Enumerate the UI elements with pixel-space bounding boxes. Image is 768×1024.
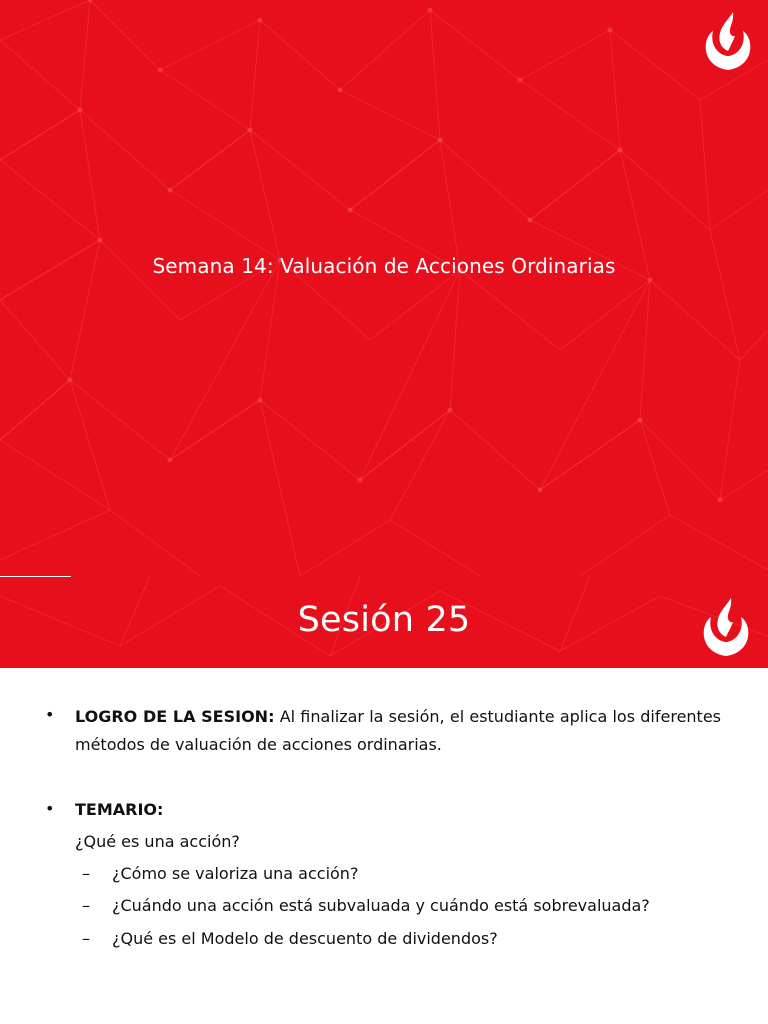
dash-icon: – (82, 864, 90, 883)
agenda-item: ¿Cómo se valoriza una acción? (112, 864, 359, 883)
agenda-item: ¿Qué es el Modelo de descuento de dividendos? (112, 929, 498, 948)
objective-label: LOGRO DE LA SESION: (75, 707, 275, 726)
bullet-icon: • (45, 799, 55, 818)
content-area (0, 668, 768, 1024)
week-title: Semana 14: Valuación de Acciones Ordinarias (152, 254, 616, 278)
agenda-label: TEMARIO: (75, 800, 164, 819)
objective-block (75, 703, 721, 759)
upc-logo-icon (698, 596, 754, 658)
objective-text: Al finalizar la sesión, el estudiante aplica los diferentes métodos de valuación de acciones ordinarias. (75, 707, 722, 754)
agenda-item: ¿Cuándo una acción está subvaluada y cuándo está sobrevaluada? (112, 896, 650, 915)
bullet-icon: • (45, 705, 55, 724)
divider-line (0, 576, 71, 577)
dash-icon: – (82, 929, 90, 948)
upc-logo-icon (700, 10, 756, 72)
agenda-first-item: ¿Qué es una acción? (75, 832, 240, 851)
dash-icon: – (82, 896, 90, 915)
session-title: Sesión 25 (297, 600, 471, 640)
